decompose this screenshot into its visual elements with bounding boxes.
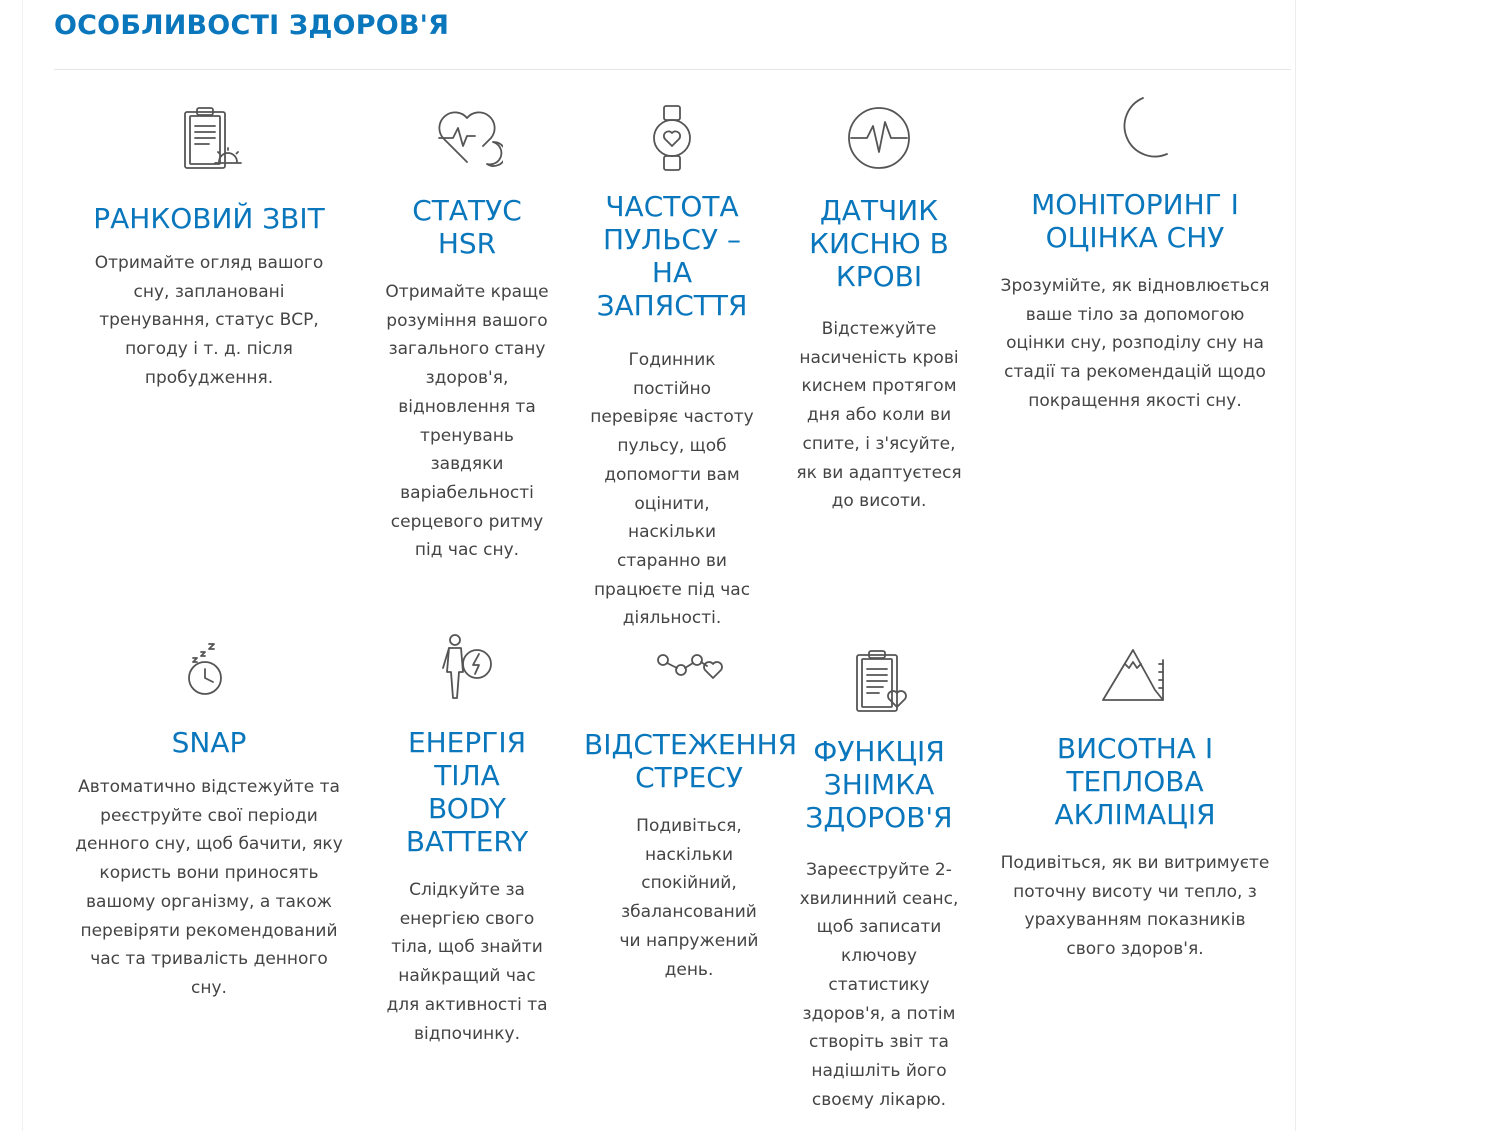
- feature-title: СТАТУС HSR: [412, 194, 522, 260]
- feature-description: Подивіться, наскільки спокійний, збалансований чи напружений день.: [619, 816, 759, 980]
- heart-moon-hrv-icon: [431, 102, 503, 174]
- feature-hrv-status: [382, 102, 552, 565]
- section-title: ОСОБЛИВОСТІ ЗДОРОВ'Я: [54, 10, 450, 41]
- feature-title: ЕНЕРГІЯ ТІЛА BODY BATTERY: [405, 726, 529, 858]
- feature-title: SNAP: [171, 726, 247, 759]
- crescent-moon-icon: [1099, 92, 1171, 164]
- health-snapshot-clipboard-heart-icon: [843, 645, 915, 717]
- feature-description: Зареєструйте 2-хвилинний сеанс, щоб записати ключову статистику здоров'я, а потім створіть звіт та надішліть його своєму лікарю.: [799, 860, 959, 1110]
- feature-pulse-ox: [794, 102, 964, 516]
- feature-title: ДАТЧИК КИСНЮ В КРОВІ: [809, 194, 949, 293]
- feature-altitude-heat-acclimation: [1000, 640, 1270, 964]
- feature-title: ФУНКЦІЯ ЗНІМКА ЗДОРОВ'Я: [805, 735, 953, 834]
- mountain-altitude-icon: [1099, 640, 1171, 712]
- feature-wrist-heart-rate: [590, 102, 754, 633]
- morning-report-clipboard-sunrise-icon: [173, 104, 245, 176]
- feature-title: ВІДСТЕЖЕННЯ СТРЕСУ: [584, 728, 798, 794]
- feature-description: Слідкуйте за енергією свого тіла, щоб знайти найкращий час для активності та відпочинку.: [386, 880, 548, 1044]
- feature-sleep-monitoring: [1000, 92, 1270, 416]
- feature-title: РАНКОВИЙ ЗВІТ: [93, 202, 325, 235]
- feature-description: Годинник постійно перевіряє частоту пульсу, щоб допомогти вам оцінити, наскільки старанно ви працюєте під час діяльності.: [590, 350, 754, 629]
- watch-heart-icon: [636, 102, 708, 174]
- pulse-ox-circle-icon: [843, 102, 915, 174]
- feature-health-snapshot: [794, 645, 964, 1114]
- body-battery-person-bolt-icon: [431, 630, 503, 702]
- feature-description: Зрозумійте, як відновлюється ваше тіло за допомогою оцінки сну, розподілу сну на стадії та рекомендацій щодо покращення якості сну.: [1000, 276, 1270, 411]
- feature-description: Автоматично відстежуйте та реєструйте свої періоди денного сну, щоб бачити, яку користь вони приносять вашому організму, а також перевіряти рекомендований час та тривалість денного сну.: [75, 777, 343, 998]
- feature-nap: [74, 636, 344, 1003]
- feature-description: Отримайте краще розуміння вашого загального стану здоров'я, відновлення та тренувань завдяки варіабельності серцевого ритму під час сну.: [385, 282, 549, 561]
- feature-body-battery: [382, 630, 552, 1048]
- stress-tracking-dots-heart-icon: [653, 630, 725, 702]
- feature-title: МОНІТОРИНГ І ОЦІНКА СНУ: [1031, 188, 1239, 254]
- feature-description: Подивіться, як ви витримуєте поточну висоту чи тепло, з урахуванням показників свого здоров'я.: [1000, 853, 1270, 960]
- section-divider: [54, 69, 1291, 70]
- nap-clock-zzz-icon: [173, 636, 245, 708]
- feature-title: ЧАСТОТА ПУЛЬСУ – НА ЗАПЯСТТЯ: [596, 190, 748, 322]
- feature-description: Відстежуйте насиченість крові киснем протягом дня або коли ви спите, і з'ясуйте, як ви адаптуєтеся до висоти.: [796, 319, 962, 512]
- feature-morning-report: [74, 104, 344, 393]
- feature-description: Отримайте огляд вашого сну, заплановані тренування, статус ВСР, погоду і т. д. після пробудження.: [94, 253, 324, 388]
- feature-title: ВИСОТНА І ТЕПЛОВА АКЛІМАЦІЯ: [1054, 732, 1216, 831]
- feature-stress-tracking: [584, 630, 798, 984]
